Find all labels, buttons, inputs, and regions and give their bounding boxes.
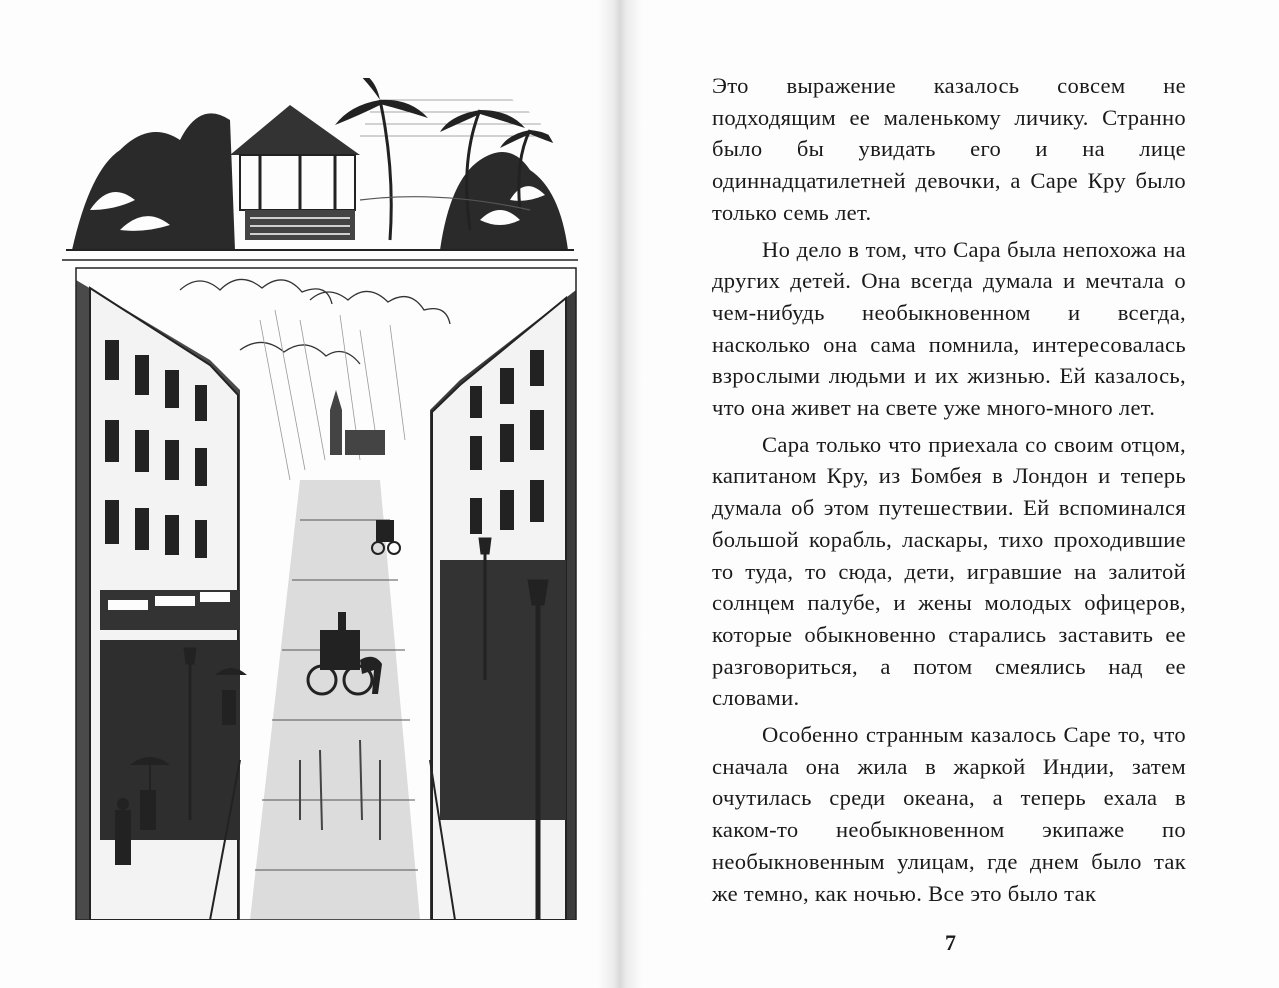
paragraph-1: Это выражение казалось совсем не подходящим ее маленькому личику. Странно было бы увидать его и на лице одиннадцатилетней девочки, а Саре Кру было только семь лет. [712,73,1186,225]
tropical-vignette [60,60,580,260]
street-illustration [76,268,576,920]
paragraph-2: Но дело в том, что Сара была непохожа на других детей. Она всегда думала и мечтала о чем-нибудь необыкновенном и всегда, насколько она сама помнила, интересовалась взрослыми людьми и их жизнью. Ей казалось, что она живет на свете уже много-много лет. [712,236,1186,421]
paragraph-4: Особенно странным казалось Саре то, что сначала она жила в жаркой Индии, затем очутилась среди океана, а теперь ехала в каком-то необыкновенном экипаже по необыкновенным улицам, где днем было так же темно, как ночью. Все это было так [712,722,1186,906]
book-gutter [598,0,642,988]
book-illustration [60,60,580,920]
page-number: 7 [945,930,956,955]
right-page-text [712,70,1186,909]
paragraph-3: Сара только что приехала со своим отцом, капитаном Кру, из Бомбея в Лондон и теперь думала об этом путешествии. Ей вспоминался большой корабль, ласкары, тихо проходившие то туда, то сюда, дети, игравшие на залитой солнцем палубе, и жены молодых офицеров, которые обыкновенно старались заставить ее разговориться, а потом смеялись над ее словами. [712,431,1186,711]
